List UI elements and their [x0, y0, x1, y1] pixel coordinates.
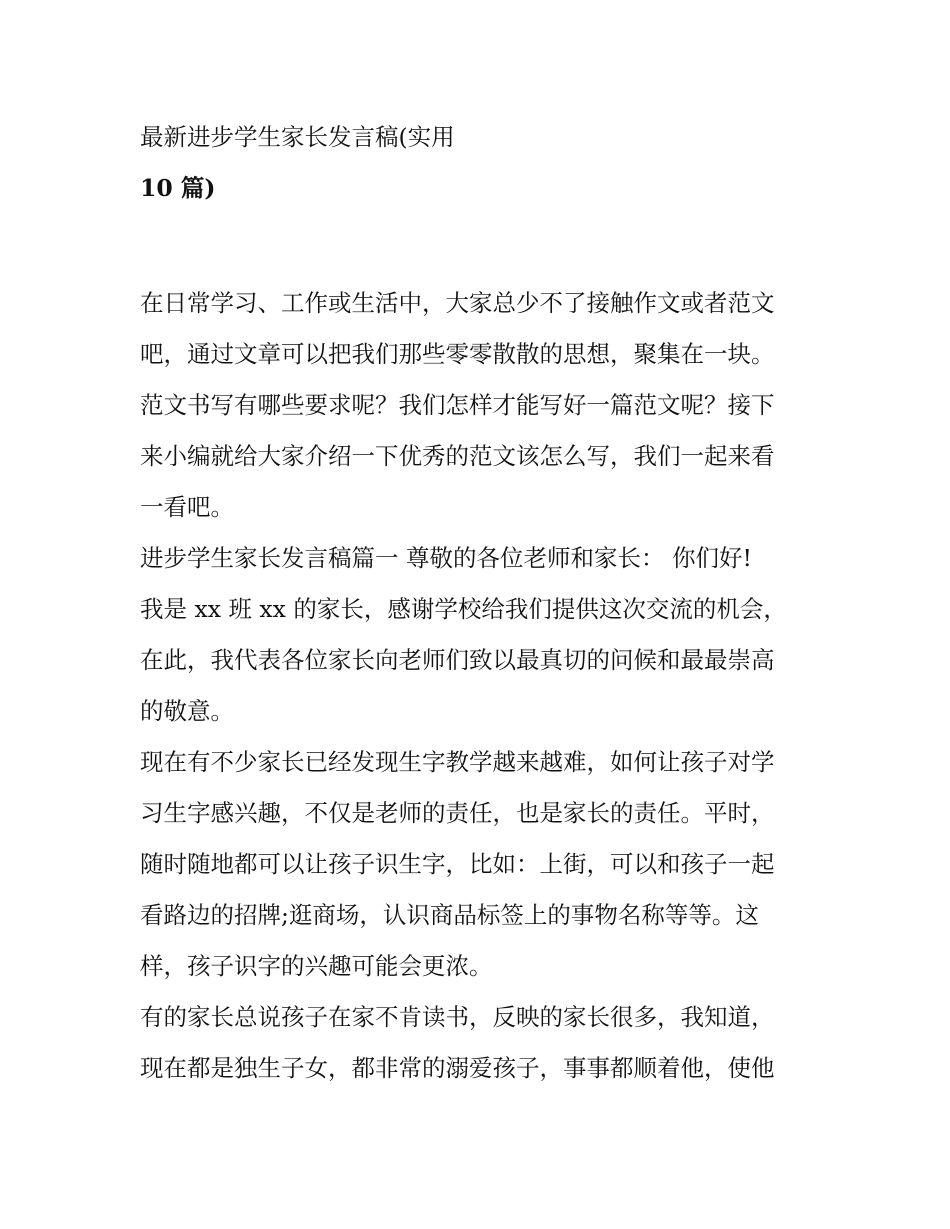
paragraph-4-line-1: 有的家长总说孩子在家不肯读书，反映的家长很多，我知道， — [140, 1003, 775, 1031]
document-title — [140, 112, 820, 214]
document-body — [140, 278, 820, 1094]
paragraph-2-line-4: 的敬意。 — [140, 697, 234, 725]
title-line-2: 10 篇) — [140, 174, 216, 202]
paragraph-2-line-2: 我是 xx 班 xx 的家长，感谢学校给我们提供这次交流的机会， — [140, 595, 787, 623]
paragraph-2-line-1: 进步学生家长发言稿篇一 尊敬的各位老师和家长： 你们好! — [140, 544, 752, 572]
paragraph-2-line-3: 在此，我代表各位家长向老师们致以最真切的问候和最最崇高 — [140, 646, 775, 674]
paragraph-4-line-2: 现在都是独生子女，都非常的溺爱孩子，事事都顺着他，使他 — [140, 1054, 775, 1082]
paragraph-3-line-5: 样，孩子识字的兴趣可能会更浓。 — [140, 952, 493, 980]
title-line-1: 最新进步学生家长发言稿(实用 — [140, 123, 455, 151]
paragraph-3-line-2: 习生字感兴趣，不仅是老师的责任，也是家长的责任。平时， — [140, 799, 775, 827]
paragraph-3-line-1: 现在有不少家长已经发现生字教学越来越难，如何让孩子对学 — [140, 748, 775, 776]
paragraph-1-line-5: 一看吧。 — [140, 493, 234, 521]
paragraph-1-line-2: 吧，通过文章可以把我们那些零零散散的思想，聚集在一块。 — [140, 340, 775, 368]
paragraph-3-line-4: 看路边的招牌;逛商场，认识商品标签上的事物名称等等。这 — [140, 901, 759, 929]
paragraph-1-line-4: 来小编就给大家介绍一下优秀的范文该怎么写，我们一起来看 — [140, 442, 775, 470]
paragraph-3-line-3: 随时随地都可以让孩子识生字，比如：上街，可以和孩子一起 — [140, 850, 775, 878]
paragraph-1-line-1: 在日常学习、工作或生活中，大家总少不了接触作文或者范文 — [140, 289, 775, 317]
paragraph-1-line-3: 范文书写有哪些要求呢？我们怎样才能写好一篇范文呢？接下 — [140, 391, 775, 419]
